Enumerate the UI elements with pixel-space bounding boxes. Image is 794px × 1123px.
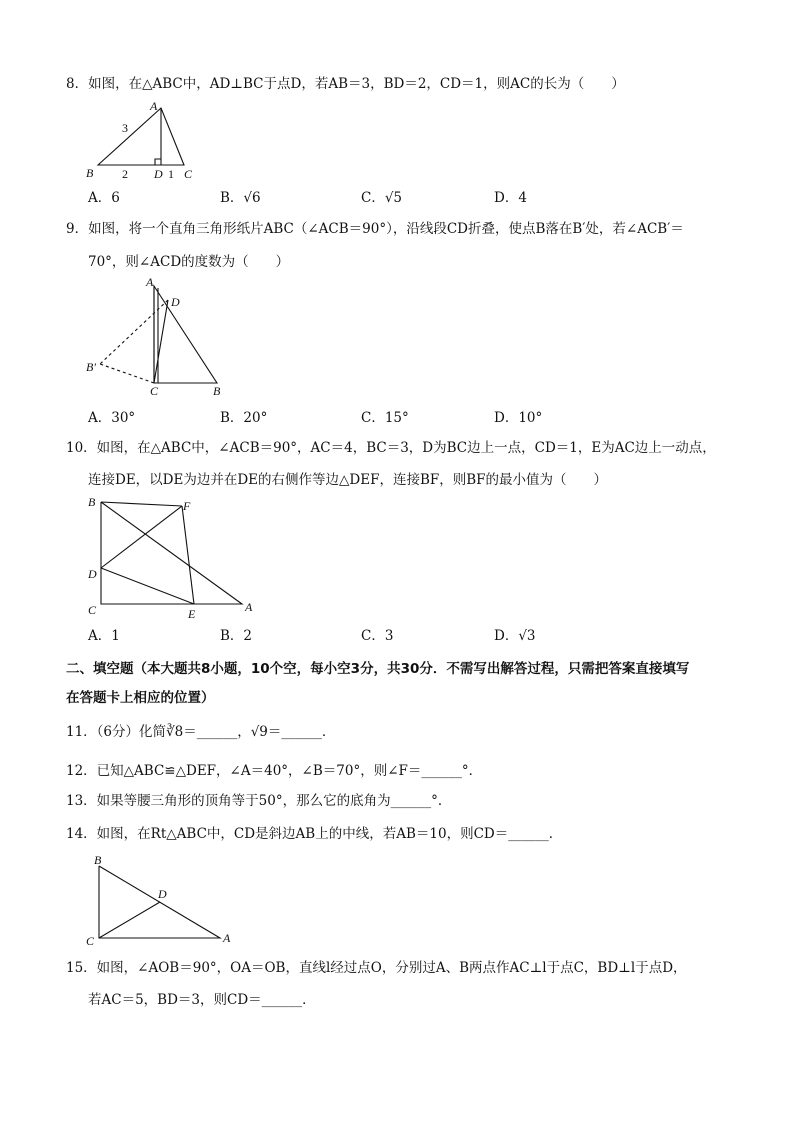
q10-label-F: F <box>183 499 191 513</box>
q10-label-B: B <box>88 495 96 509</box>
q10-option-a[interactable]: A．1 <box>88 628 120 644</box>
q9-triangle <box>154 286 217 383</box>
q10-label-A: A <box>245 600 253 614</box>
q8-label-3: 3 <box>122 121 128 135</box>
q10-segment-DE <box>101 568 194 604</box>
q9-label-C: C <box>150 384 159 398</box>
q9-option-d[interactable]: D．10° <box>494 410 543 426</box>
q11-stem: 11．（6分）化简∛8＝______，√9＝______． <box>66 724 336 740</box>
q8-label-D: D <box>154 167 163 178</box>
q10-label-D: D <box>88 567 97 581</box>
section2-heading-line1: 二、填空题（本大题共8小题，10个空，每小空3分，共30分．不需写出解答过程，只需把答案直接填写 <box>66 661 690 677</box>
q8-label-2: 2 <box>122 167 128 178</box>
q9-stem-line1: 9．如图，将一个直角三角形纸片ABC（∠ACB＝90°），沿线段CD折叠，使点B落在B′处，若∠ACB′＝ <box>66 221 684 237</box>
q14-label-C: C <box>86 934 95 948</box>
q14-figure <box>84 852 244 948</box>
section2-heading-line2: 在答题卡上相应的位置） <box>66 690 215 706</box>
q8-option-a[interactable]: A．6 <box>88 190 120 206</box>
q14-stem: 14．如图，在Rt△ABC中，CD是斜边AB上的中线，若AB＝10，则CD＝______． <box>66 826 563 842</box>
q10-stem-line1: 10．如图，在△ABC中，∠ACB＝90°，AC＝4，BC＝3，D为BC边上一点，CD＝1，E为AC边上一动点， <box>66 440 716 456</box>
q9-fold-CD <box>154 300 168 383</box>
q10-segment-DF <box>101 506 182 568</box>
q14-label-B: B <box>94 853 102 867</box>
q10-option-c[interactable]: C．3 <box>361 628 394 644</box>
q8-right-angle-mark <box>155 159 161 165</box>
q10-stem-line2: 连接DE，以DE为边并在DE的右侧作等边△DEF，连接BF，则BF的最小值为（ ） <box>88 472 608 488</box>
q9-option-c[interactable]: C．15° <box>361 410 409 426</box>
q8-figure <box>84 98 214 178</box>
q12-stem: 12．已知△ABC≌△DEF，∠A＝40°，∠B＝70°，则∠F＝______°． <box>66 763 483 779</box>
q9-figure <box>84 276 234 400</box>
q8-stem: 8．如图，在△ABC中，AD⊥BC于点D，若AB＝3，BD＝2，CD＝1，则AC的长为（ ） <box>66 76 625 92</box>
q9-option-b[interactable]: B．20° <box>220 410 268 426</box>
q8-label-C: C <box>184 167 193 178</box>
q14-median-CD <box>99 902 160 938</box>
q14-label-A: A <box>223 931 231 945</box>
q10-figure <box>84 494 264 620</box>
q10-segment-EF <box>182 506 194 604</box>
q9-label-Bp: B′ <box>86 360 96 374</box>
q10-option-b[interactable]: B．2 <box>220 628 253 644</box>
q15-stem-line2: 若AC＝5，BD＝3，则CD＝______． <box>88 992 316 1008</box>
q8-option-c[interactable]: C．√5 <box>361 190 403 206</box>
q13-stem: 13．如果等腰三角形的顶角等于50°，那么它的底角为______°． <box>66 793 452 809</box>
q8-option-d[interactable]: D．4 <box>494 190 527 206</box>
q9-option-a[interactable]: A．30° <box>88 410 136 426</box>
q8-triangle <box>98 108 184 165</box>
q9-label-D: D <box>171 295 180 309</box>
q8-label-A: A <box>150 99 158 113</box>
q10-segment-BF <box>101 502 182 506</box>
q9-stem-line2: 70°，则∠ACD的度数为（ ） <box>88 254 290 270</box>
q9-label-B: B <box>213 384 221 398</box>
q8-label-B: B <box>86 166 94 178</box>
q9-label-A: A <box>146 276 154 289</box>
q8-label-1: 1 <box>168 167 174 178</box>
q9-dashed-CBp <box>100 364 154 383</box>
q10-label-C: C <box>88 603 97 617</box>
q8-option-b[interactable]: B．√6 <box>220 190 261 206</box>
q10-triangle <box>101 502 242 604</box>
q15-stem-line1: 15．如图，∠AOB＝90°，OA＝OB，直线l经过点O，分别过A、B两点作AC⊥l于点C，BD⊥l于点D， <box>66 960 687 976</box>
q10-label-E: E <box>188 607 196 620</box>
q14-label-D: D <box>158 887 167 901</box>
q10-option-d[interactable]: D．√3 <box>494 628 536 644</box>
